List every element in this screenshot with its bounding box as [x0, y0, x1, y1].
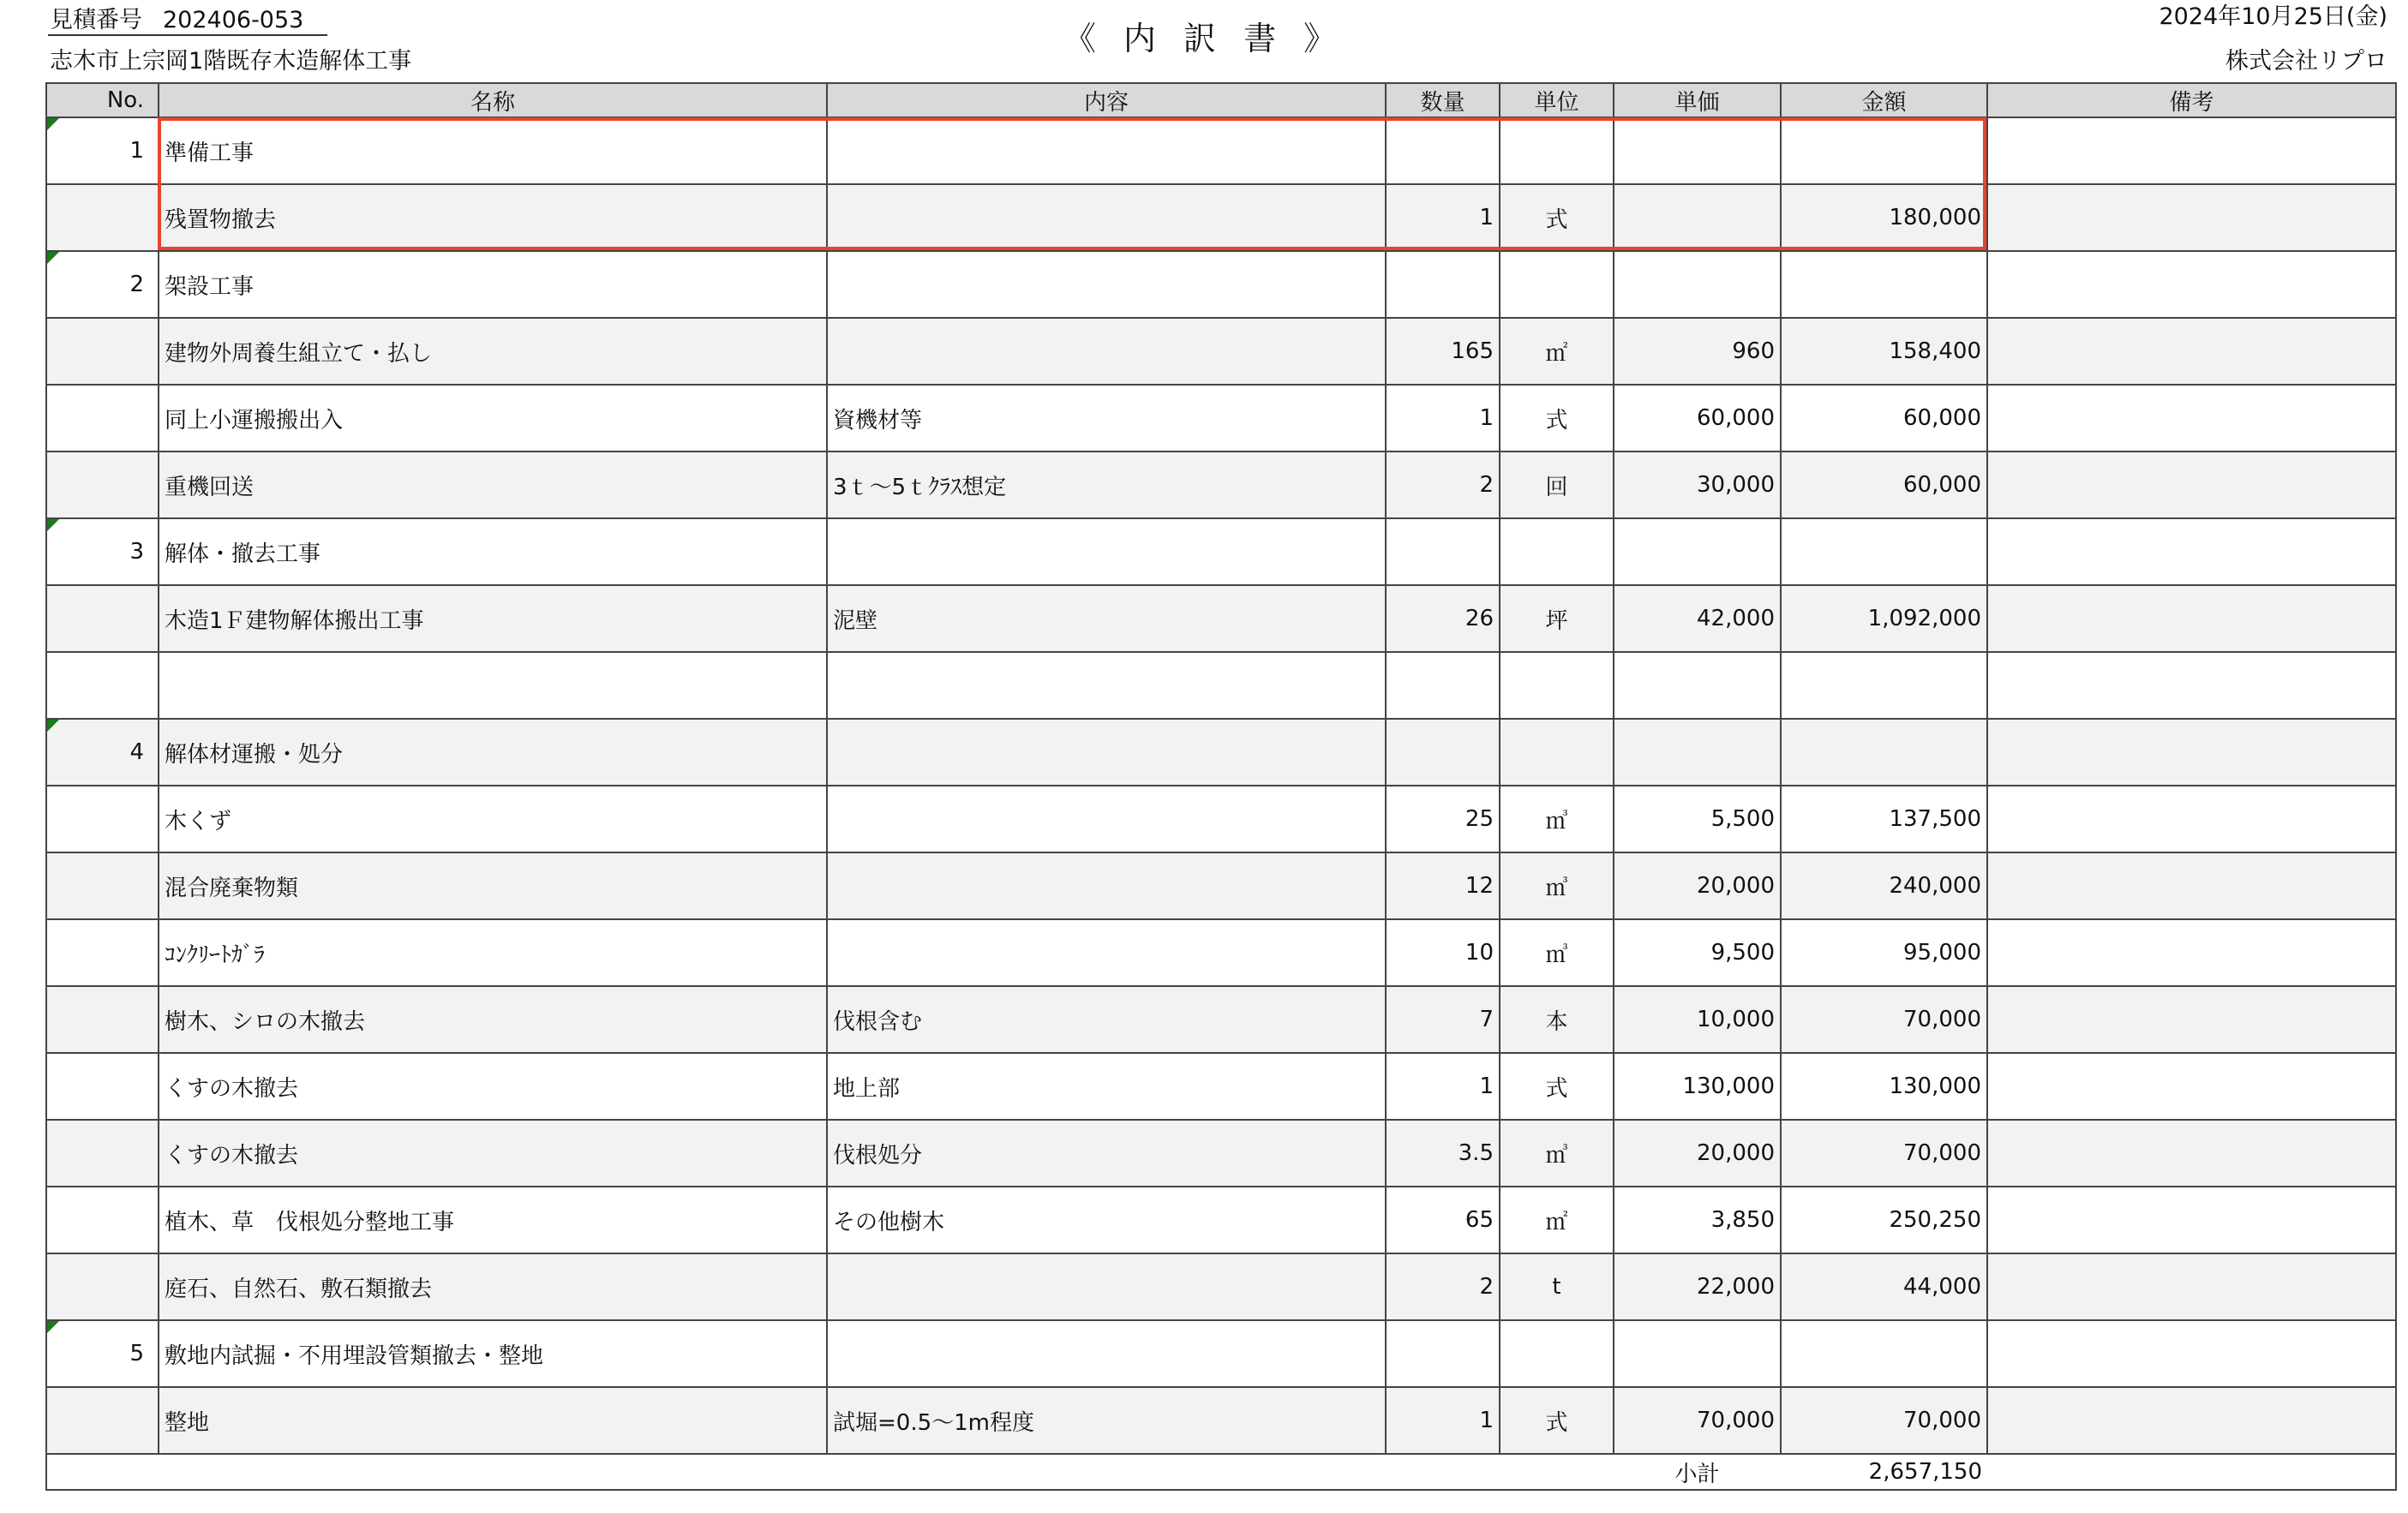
- table-row: [46, 852, 2396, 919]
- section-number: 1: [129, 138, 144, 164]
- cell-unit: [1500, 719, 1614, 786]
- cell-name: 木造1Ｆ建物解体搬出工事: [159, 585, 827, 652]
- cell-note: [1987, 452, 2396, 518]
- cell-content: 地上部: [827, 1053, 1386, 1120]
- cell-content: 試堀=0.5～1m程度: [827, 1387, 1386, 1454]
- cell-qty: 1: [1386, 184, 1500, 251]
- cell-name: 整地: [159, 1387, 827, 1454]
- cell-amount: 137,500: [1781, 786, 1987, 852]
- column-header-price: 単価: [1614, 83, 1781, 117]
- section-marker-icon: [47, 118, 59, 130]
- cell-no: [46, 786, 159, 852]
- cell-no: [46, 452, 159, 518]
- cell-price: 20,000: [1614, 852, 1781, 919]
- cell-price: [1614, 518, 1781, 585]
- column-header-unit: 単位: [1500, 83, 1614, 117]
- cell-unit: [1500, 117, 1614, 184]
- cell-amount: 70,000: [1781, 986, 1987, 1053]
- cell-note: [1987, 318, 2396, 385]
- cell-qty: [1386, 117, 1500, 184]
- cell-note: [1987, 652, 2396, 719]
- table-row: [46, 1387, 2396, 1454]
- cell-content: [827, 518, 1386, 585]
- cell-content: 3ｔ～5ｔｸﾗｽ想定: [827, 452, 1386, 518]
- cell-amount: [1781, 1320, 1987, 1387]
- column-header-content: 内容: [827, 83, 1386, 117]
- cell-unit: 式: [1500, 1387, 1614, 1454]
- cell-unit: 式: [1500, 385, 1614, 452]
- table-row: [46, 1320, 2396, 1387]
- cell-qty: [1386, 518, 1500, 585]
- cell-unit: ㎥: [1500, 786, 1614, 852]
- cell-unit: 坪: [1500, 585, 1614, 652]
- subtotal-label: 小計: [1614, 1454, 1781, 1490]
- cell-amount: [1781, 719, 1987, 786]
- cell-unit: ㎥: [1500, 852, 1614, 919]
- cell-no: [46, 318, 159, 385]
- cell-note: [1987, 117, 2396, 184]
- cell-amount: 240,000: [1781, 852, 1987, 919]
- cell-no: [46, 1320, 159, 1387]
- cell-no: [46, 1253, 159, 1320]
- section-number: 2: [129, 272, 144, 297]
- company-name: 株式会社リプロ: [2225, 48, 2387, 75]
- cell-note: [1987, 719, 2396, 786]
- cell-unit: [1500, 518, 1614, 585]
- cell-price: 3,850: [1614, 1187, 1781, 1253]
- cell-price: 10,000: [1614, 986, 1781, 1053]
- cell-content: [827, 184, 1386, 251]
- cell-amount: [1781, 117, 1987, 184]
- cell-qty: 2: [1386, 452, 1500, 518]
- table-row: [46, 585, 2396, 652]
- cell-content: [827, 318, 1386, 385]
- cell-price: 30,000: [1614, 452, 1781, 518]
- cell-no: [46, 585, 159, 652]
- cell-amount: [1781, 652, 1987, 719]
- cell-note: [1987, 1253, 2396, 1320]
- table-row: [46, 1187, 2396, 1253]
- section-number: 5: [129, 1341, 144, 1366]
- section-number: 3: [129, 539, 144, 565]
- cell-price: 22,000: [1614, 1253, 1781, 1320]
- cell-note: [1987, 986, 2396, 1053]
- cell-price: [1614, 652, 1781, 719]
- cell-content: [827, 852, 1386, 919]
- cell-no: [46, 385, 159, 452]
- cell-no: [46, 117, 159, 184]
- cell-qty: 1: [1386, 385, 1500, 452]
- cell-content: 資機材等: [827, 385, 1386, 452]
- cell-price: [1614, 184, 1781, 251]
- cell-note: [1987, 251, 2396, 318]
- cell-unit: ㎥: [1500, 1120, 1614, 1187]
- cell-price: 130,000: [1614, 1053, 1781, 1120]
- cell-no: [46, 1053, 159, 1120]
- cell-name: 解体材運搬・処分: [159, 719, 827, 786]
- cell-name: 混合廃棄物類: [159, 852, 827, 919]
- table-row: [46, 786, 2396, 852]
- cell-unit: 回: [1500, 452, 1614, 518]
- cell-unit: [1500, 1320, 1614, 1387]
- cell-content: [827, 652, 1386, 719]
- cell-price: 60,000: [1614, 385, 1781, 452]
- cell-content: [827, 117, 1386, 184]
- cell-amount: 130,000: [1781, 1053, 1987, 1120]
- cell-qty: [1386, 251, 1500, 318]
- estimate-number: 202406-053: [163, 7, 304, 33]
- section-marker-icon: [47, 519, 59, 531]
- cell-qty: [1386, 1320, 1500, 1387]
- cell-note: [1987, 518, 2396, 585]
- cell-content: [827, 251, 1386, 318]
- table-row: [46, 518, 2396, 585]
- cell-content: [827, 719, 1386, 786]
- cell-amount: 95,000: [1781, 919, 1987, 986]
- table-header-row: [46, 83, 2396, 117]
- column-header-amount: 金額: [1781, 83, 1987, 117]
- cell-price: 70,000: [1614, 1387, 1781, 1454]
- table-row: [46, 1120, 2396, 1187]
- subtotal-row: [46, 1454, 2396, 1490]
- column-header-note: 備考: [1987, 83, 2396, 117]
- cell-content: 伐根含む: [827, 986, 1386, 1053]
- cell-price: [1614, 719, 1781, 786]
- cell-qty: 12: [1386, 852, 1500, 919]
- cell-qty: 25: [1386, 786, 1500, 852]
- cell-content: [827, 919, 1386, 986]
- cell-amount: 70,000: [1781, 1120, 1987, 1187]
- cell-amount: 70,000: [1781, 1387, 1987, 1454]
- document-date: 2024年10月25日(金): [2159, 3, 2387, 30]
- cell-name: くすの木撤去: [159, 1120, 827, 1187]
- subtotal-spacer: [46, 1454, 1614, 1490]
- cell-qty: 10: [1386, 919, 1500, 986]
- table-row: [46, 452, 2396, 518]
- cell-unit: ㎥: [1500, 919, 1614, 986]
- cell-qty: [1386, 652, 1500, 719]
- cell-price: [1614, 1320, 1781, 1387]
- cell-no: [46, 184, 159, 251]
- table-row: [46, 919, 2396, 986]
- cell-no: [46, 1387, 159, 1454]
- cell-name: 樹木、シロの木撤去: [159, 986, 827, 1053]
- column-header-qty: 数量: [1386, 83, 1500, 117]
- table-row: [46, 986, 2396, 1053]
- cell-name: くすの木撤去: [159, 1053, 827, 1120]
- cell-unit: 式: [1500, 1053, 1614, 1120]
- cell-amount: 44,000: [1781, 1253, 1987, 1320]
- cell-no: [46, 518, 159, 585]
- cell-qty: 1: [1386, 1387, 1500, 1454]
- cell-price: 960: [1614, 318, 1781, 385]
- cell-name: 解体・撤去工事: [159, 518, 827, 585]
- cell-no: [46, 652, 159, 719]
- document-title: 《 内 訳 書 》: [1063, 20, 1345, 57]
- project-name: 志木市上宗岡1階既存木造解体工事: [50, 48, 412, 75]
- cell-amount: [1781, 251, 1987, 318]
- cell-qty: 1: [1386, 1053, 1500, 1120]
- table-row: [46, 318, 2396, 385]
- cell-qty: [1386, 719, 1500, 786]
- cell-content: [827, 1253, 1386, 1320]
- cell-qty: 165: [1386, 318, 1500, 385]
- cell-note: [1987, 1053, 2396, 1120]
- cell-name: 重機回送: [159, 452, 827, 518]
- cell-content: 泥壁: [827, 585, 1386, 652]
- table-row: [46, 184, 2396, 251]
- cell-unit: 式: [1500, 184, 1614, 251]
- cell-qty: 65: [1386, 1187, 1500, 1253]
- breakdown-table: [45, 82, 2397, 1491]
- section-number: 4: [129, 739, 144, 765]
- cell-note: [1987, 184, 2396, 251]
- cell-qty: 7: [1386, 986, 1500, 1053]
- cell-content: 伐根処分: [827, 1120, 1386, 1187]
- table-row: [46, 117, 2396, 184]
- section-marker-icon: [47, 720, 59, 732]
- cell-name: 同上小運搬搬出入: [159, 385, 827, 452]
- cell-note: [1987, 585, 2396, 652]
- cell-content: [827, 786, 1386, 852]
- column-header-no: No.: [46, 83, 159, 117]
- cell-name: 庭石、自然石、敷石類撤去: [159, 1253, 827, 1320]
- table-row: [46, 1253, 2396, 1320]
- section-marker-icon: [47, 252, 59, 264]
- cell-unit: t: [1500, 1253, 1614, 1320]
- cell-price: 9,500: [1614, 919, 1781, 986]
- cell-price: 42,000: [1614, 585, 1781, 652]
- estimate-number-label: 見積番号: [50, 7, 142, 33]
- cell-name: 架設工事: [159, 251, 827, 318]
- cell-amount: 180,000: [1781, 184, 1987, 251]
- cell-no: [46, 919, 159, 986]
- cell-amount: 60,000: [1781, 385, 1987, 452]
- cell-no: [46, 251, 159, 318]
- table-row: [46, 719, 2396, 786]
- cell-qty: 2: [1386, 1253, 1500, 1320]
- cell-amount: 1,092,000: [1781, 585, 1987, 652]
- cell-note: [1987, 852, 2396, 919]
- cell-no: [46, 719, 159, 786]
- cell-name: 建物外周養生組立て・払し: [159, 318, 827, 385]
- section-marker-icon: [47, 1321, 59, 1333]
- cell-price: 5,500: [1614, 786, 1781, 852]
- cell-no: [46, 986, 159, 1053]
- cell-qty: 3.5: [1386, 1120, 1500, 1187]
- cell-name: 木くず: [159, 786, 827, 852]
- cell-unit: [1500, 652, 1614, 719]
- cell-no: [46, 1187, 159, 1253]
- cell-unit: 本: [1500, 986, 1614, 1053]
- cell-no: [46, 852, 159, 919]
- cell-amount: 60,000: [1781, 452, 1987, 518]
- cell-unit: ㎡: [1500, 318, 1614, 385]
- cell-name: ｺﾝｸﾘｰﾄｶﾞﾗ: [159, 919, 827, 986]
- cell-name: 植木、草 伐根処分整地工事: [159, 1187, 827, 1253]
- cell-note: [1987, 1120, 2396, 1187]
- cell-note: [1987, 1387, 2396, 1454]
- cell-content: その他樹木: [827, 1187, 1386, 1253]
- cell-amount: 158,400: [1781, 318, 1987, 385]
- cell-note: [1987, 385, 2396, 452]
- cell-amount: [1781, 518, 1987, 585]
- cell-name: 残置物撤去: [159, 184, 827, 251]
- cell-note: [1987, 786, 2396, 852]
- cell-unit: [1500, 251, 1614, 318]
- column-header-name: 名称: [159, 83, 827, 117]
- cell-unit: ㎡: [1500, 1187, 1614, 1253]
- cell-qty: 26: [1386, 585, 1500, 652]
- cell-no: [46, 1120, 159, 1187]
- cell-price: [1614, 251, 1781, 318]
- cell-price: [1614, 117, 1781, 184]
- cell-amount: 250,250: [1781, 1187, 1987, 1253]
- cell-note: [1987, 1320, 2396, 1387]
- cell-price: 20,000: [1614, 1120, 1781, 1187]
- cell-content: [827, 1320, 1386, 1387]
- subtotal-note-spacer: [1987, 1454, 2396, 1490]
- table-row: [46, 1053, 2396, 1120]
- table-row: [46, 251, 2396, 318]
- subtotal-value: 2,657,150: [1781, 1454, 1987, 1490]
- cell-name: 準備工事: [159, 117, 827, 184]
- cell-name: 敷地内試掘・不用埋設管類撤去・整地: [159, 1320, 827, 1387]
- cell-note: [1987, 1187, 2396, 1253]
- cell-note: [1987, 919, 2396, 986]
- table-row: [46, 385, 2396, 452]
- table-row: [46, 652, 2396, 719]
- cell-name: [159, 652, 827, 719]
